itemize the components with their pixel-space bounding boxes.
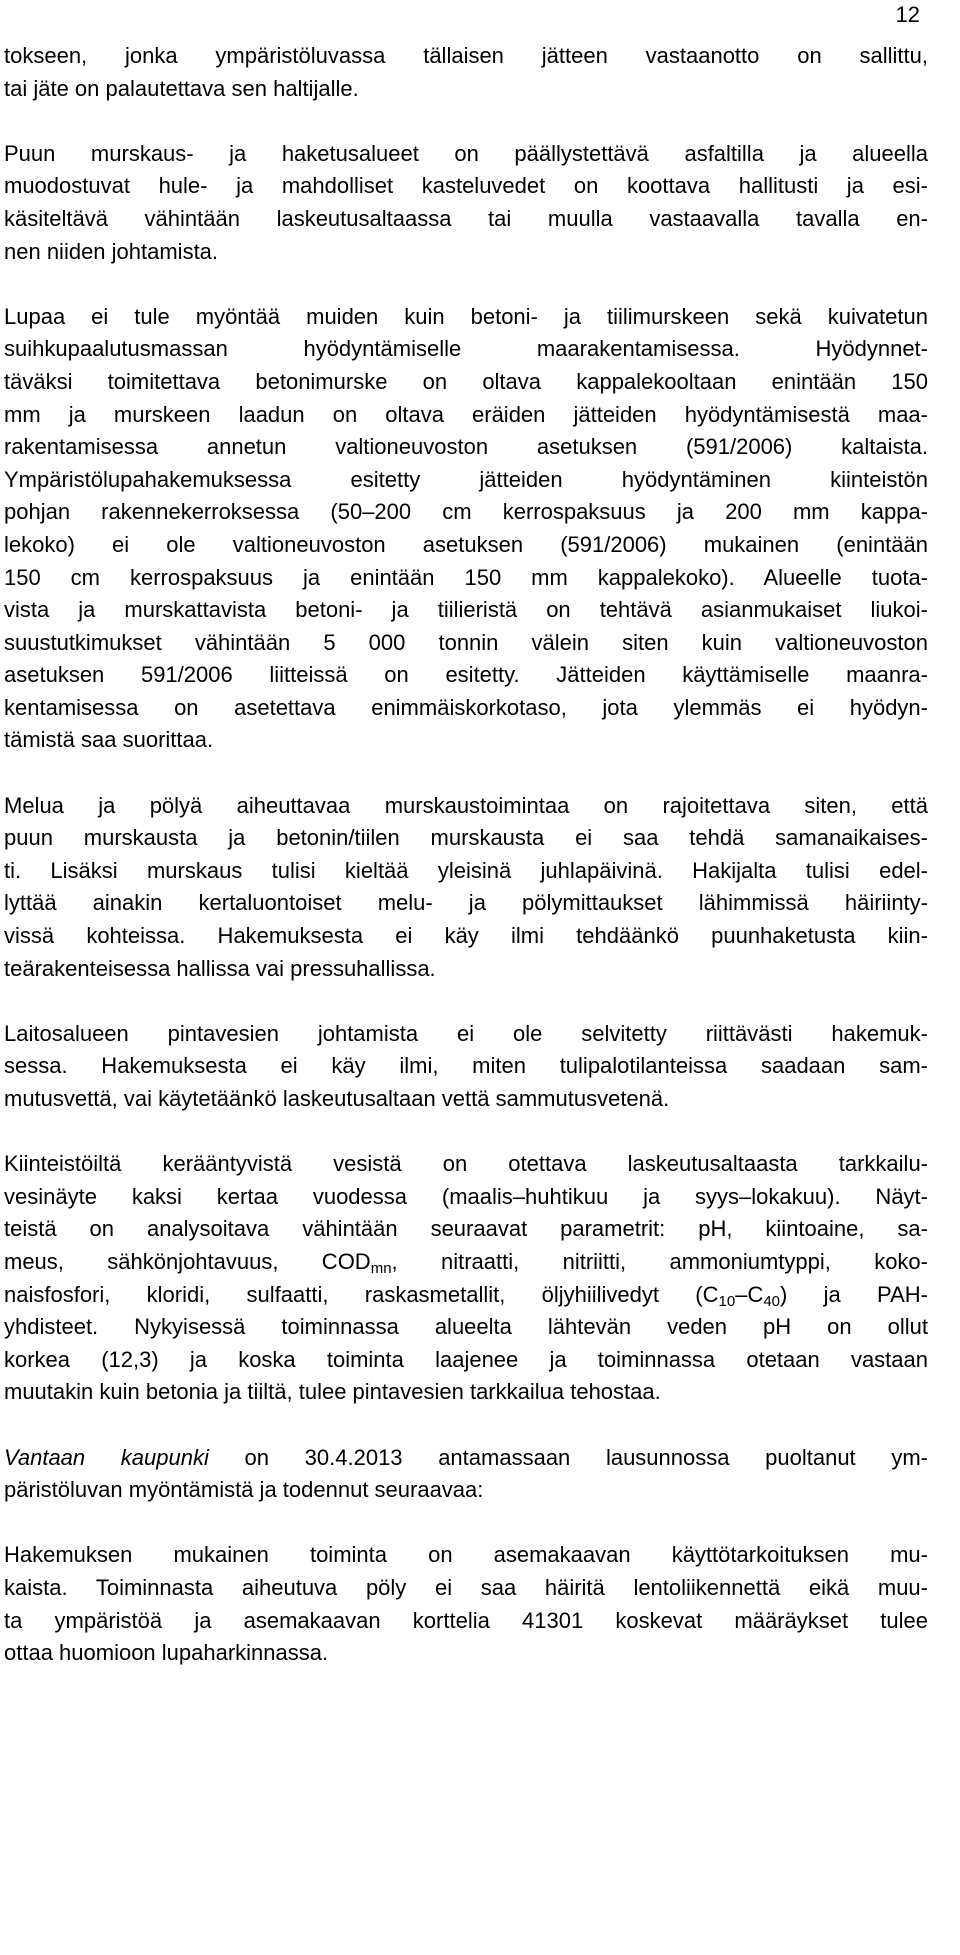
text-line — [4, 464, 928, 497]
text-segment: vissä kohteissa. Hakemuksesta ei käy ilmi tehdäänkö puunhaketusta kiin- — [4, 923, 928, 949]
text-line — [4, 236, 928, 269]
text-segment: on 30.4.2013 antamassaan lausunnossa puoltanut ym- — [208, 1444, 928, 1470]
text-line — [4, 1213, 928, 1246]
text-segment: päristöluvan myöntämistä ja todennut seuraavaa: — [4, 1477, 484, 1503]
text-segment: Puun murskaus- ja haketusalueet on päällystettävä asfaltilla ja alueella — [4, 140, 928, 166]
text-segment: lekoko) ei ole valtioneuvoston asetuksen (591/2006) mukainen (enintään — [4, 531, 928, 557]
text-line — [4, 40, 928, 73]
text-line — [4, 1311, 928, 1344]
text-segment: korkea (12,3) ja koska toiminta laajenee ja toiminnassa otetaan vastaan — [4, 1346, 928, 1372]
text-segment: 150 cm kerrospaksuus ja enintään 150 mm kappalekoko). Alueelle tuota- — [4, 564, 928, 590]
text-line — [4, 627, 928, 660]
text-line — [4, 790, 928, 823]
text-segment: täväksi toimitettava betonimurske on oltava kappalekooltaan enintään 150 — [4, 368, 928, 394]
text-segment: rakentamisessa annetun valtioneuvoston asetuksen (591/2006) kaltaista. — [4, 434, 928, 460]
document-body — [4, 40, 928, 1670]
text-segment: ottaa huomioon lupaharkinnassa. — [4, 1640, 329, 1666]
text-segment: ti. Lisäksi murskaus tulisi kieltää yleisinä juhlapäivinä. Hakijalta tulisi edel- — [4, 857, 928, 883]
text-segment: Lupaa ei tule myöntää muiden kuin betoni- ja tiilimurskeen sekä kuivatetun — [4, 303, 928, 329]
text-line — [4, 1246, 928, 1279]
text-line — [4, 920, 928, 953]
text-segment: teistä on analysoitava vähintään seuraavat parametrit: pH, kiintoaine, sa- — [4, 1216, 928, 1242]
text-line — [4, 1018, 928, 1051]
text-segment: sessa. Hakemuksesta ei käy ilmi, miten tulipalotilanteissa saadaan sam- — [4, 1053, 928, 1079]
text-segment: pohjan rakennekerroksessa (50–200 cm kerrospaksuus ja 200 mm kappa- — [4, 499, 928, 525]
text-segment: suihkupaalutusmassan hyödyntämiselle maarakentamisessa. Hyödynnet- — [4, 336, 928, 362]
text-segment: naisfosfori, kloridi, sulfaatti, raskasmetallit, öljyhiilivedyt (C — [4, 1281, 719, 1307]
text-segment: suustutkimukset vähintään 5 000 tonnin välein siten kuin valtioneuvoston — [4, 629, 928, 655]
text-line — [4, 496, 928, 529]
text-segment: tämistä saa suorittaa. — [4, 727, 214, 753]
text-segment: Ympäristölupahakemuksessa esitetty jätteiden hyödyntäminen kiinteistön — [4, 466, 928, 492]
subscript-text: 10 — [718, 1292, 736, 1310]
text-segment: muodostuvat hule- ja mahdolliset kasteluvedet on koottava hallitusti ja esi- — [4, 173, 928, 199]
text-line — [4, 1539, 928, 1572]
text-line — [4, 1083, 928, 1116]
paragraph-8 — [4, 1539, 928, 1669]
text-line — [4, 562, 928, 595]
text-line — [4, 1279, 928, 1312]
text-line — [4, 431, 928, 464]
text-segment: mm ja murskeen laadun on oltava eräiden jätteiden hyödyntämisestä maa- — [4, 401, 928, 427]
text-segment: tokseen, jonka ympäristöluvassa tällaisen jätteen vastaanotto on sallittu, — [4, 43, 928, 68]
text-line — [4, 953, 928, 986]
text-line — [4, 724, 928, 757]
text-line — [4, 333, 928, 366]
text-line — [4, 73, 928, 106]
text-segment: yhdisteet. Nykyisessä toiminnassa alueelta lähtevän veden pH on ollut — [4, 1314, 928, 1340]
text-line — [4, 594, 928, 627]
text-line — [4, 659, 928, 692]
text-line — [4, 822, 928, 855]
text-segment: muutakin kuin betonia ja tiiltä, tulee pintavesien tarkkailua tehostaa. — [4, 1379, 661, 1405]
text-line — [4, 692, 928, 725]
paragraph-6 — [4, 1148, 928, 1409]
text-segment: Kiinteistöiltä kerääntyvistä vesistä on otettava laskeutusaltaasta tarkkailu- — [4, 1151, 928, 1177]
text-segment: mutusvettä, vai käytetäänkö laskeutusaltaan vettä sammutusvetenä. — [4, 1086, 670, 1111]
paragraph-3 — [4, 301, 928, 757]
paragraph-7 — [4, 1442, 928, 1507]
text-segment: nen niiden johtamista. — [4, 238, 219, 264]
text-segment: Laitosalueen pintavesien johtamista ei ole selvitetty riittävästi hakemuk- — [4, 1020, 928, 1046]
text-segment: vista ja murskattavista betoni- ja tiilieristä on tehtävä asianmukaiset liukoi- — [4, 597, 928, 623]
text-line — [4, 1572, 928, 1605]
text-segment: meus, sähkönjohtavuus, COD — [4, 1248, 371, 1274]
text-line — [4, 203, 928, 236]
text-line — [4, 170, 928, 203]
text-line — [4, 1344, 928, 1377]
page-number: 12 — [895, 2, 920, 27]
text-segment: Hakemuksen mukainen toiminta on asemakaavan käyttötarkoituksen mu- — [4, 1542, 928, 1568]
text-segment: asetuksen 591/2006 liitteissä on esitetty. Jätteiden käyttämiselle maanra- — [4, 662, 928, 688]
text-segment: teärakenteisessa hallissa vai pressuhallissa. — [4, 955, 436, 981]
text-line — [4, 138, 928, 171]
subscript-text: mn — [370, 1259, 392, 1277]
text-line — [4, 301, 928, 334]
text-line — [4, 855, 928, 888]
text-segment: –C — [735, 1281, 764, 1307]
text-line — [4, 1148, 928, 1181]
text-line — [4, 1474, 928, 1507]
text-segment: tai jäte on palautettava sen haltijalle. — [4, 75, 359, 101]
text-segment: kaista. Toiminnasta aiheutuva pöly ei saa häiritä lentoliikennettä eikä muu- — [4, 1574, 928, 1600]
paragraph-4 — [4, 790, 928, 986]
text-line — [4, 529, 928, 562]
text-line — [4, 1050, 928, 1083]
paragraph-1 — [4, 40, 928, 105]
text-line — [4, 1605, 928, 1638]
subscript-text: 40 — [763, 1292, 781, 1310]
text-segment: , nitraatti, nitriitti, ammoniumtyppi, koko- — [391, 1248, 928, 1274]
text-line — [4, 399, 928, 432]
text-line — [4, 1637, 928, 1670]
italic-text: Vantaan kaupunki — [4, 1444, 209, 1470]
paragraph-2 — [4, 138, 928, 268]
text-segment: lyttää ainakin kertaluontoiset melu- ja pölymittaukset lähimmissä häiriinty- — [4, 890, 928, 916]
text-segment: ta ympäristöä ja asemakaavan korttelia 41301 koskevat määräykset tulee — [4, 1607, 928, 1633]
text-segment: käsiteltävä vähintään laskeutusaltaassa tai muulla vastaavalla tavalla en- — [4, 205, 928, 231]
text-segment: vesinäyte kaksi kertaa vuodessa (maalis–huhtikuu ja syys–lokakuu). Näyt- — [4, 1183, 928, 1209]
text-segment: Melua ja pölyä aiheuttavaa murskaustoimintaa on rajoitettava siten, että — [4, 792, 928, 818]
paragraph-5 — [4, 1018, 928, 1116]
text-line — [4, 366, 928, 399]
text-line — [4, 1376, 928, 1409]
text-segment: puun murskausta ja betonin/tiilen murskausta ei saa tehdä samanaikaises- — [4, 825, 928, 851]
text-segment: ) ja PAH- — [780, 1281, 928, 1307]
text-line — [4, 1181, 928, 1214]
text-segment: kentamisessa on asetettava enimmäiskorkotaso, jota ylemmäs ei hyödyn- — [4, 694, 928, 720]
text-line — [4, 887, 928, 920]
text-line — [4, 1442, 928, 1475]
